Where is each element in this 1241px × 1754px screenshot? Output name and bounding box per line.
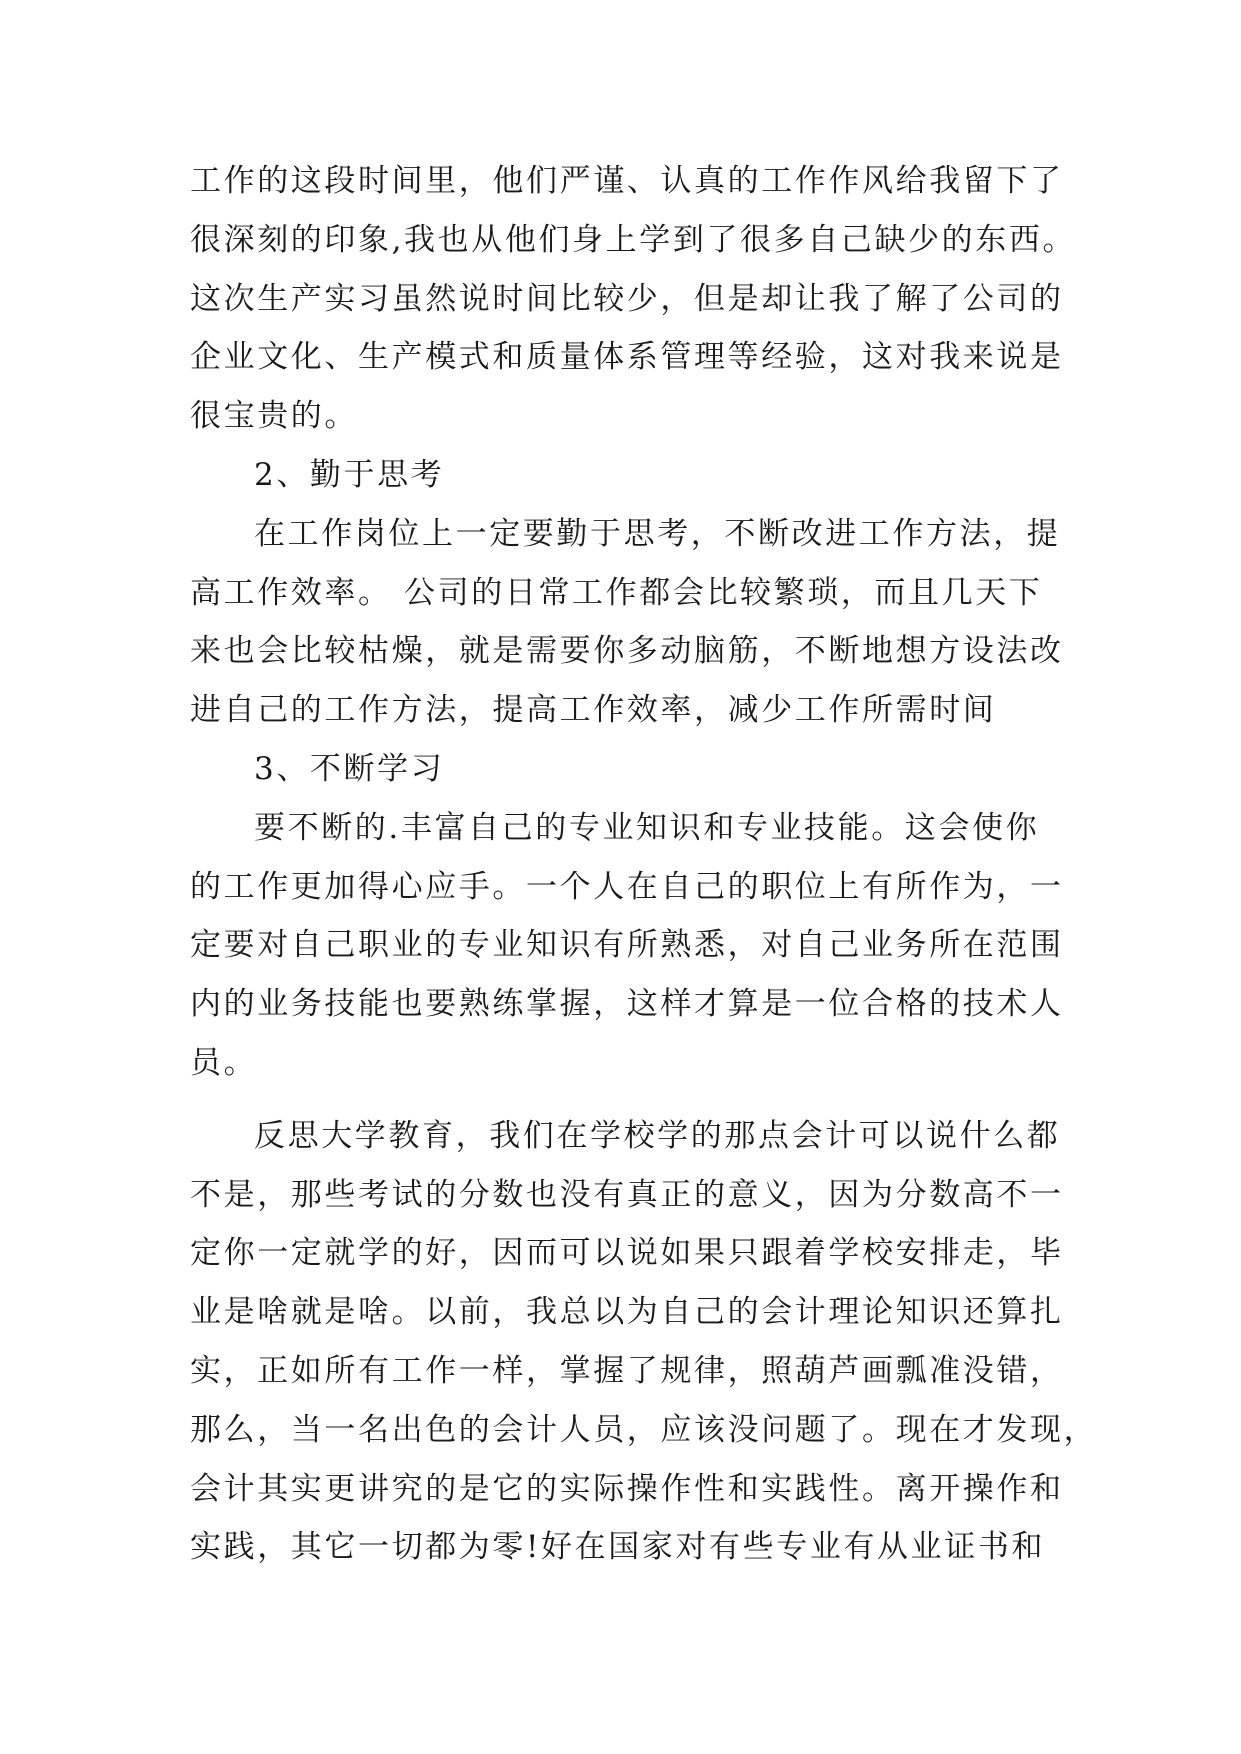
text-line: 定你一定就学的好，因而可以说如果只跟着学校安排走，毕 xyxy=(190,1235,1064,1272)
text-line: 业是啥就是啥。以前，我总以为自己的会计理论知识还算扎 xyxy=(190,1294,1064,1331)
text-line: 定要对自己职业的专业知识有所熟悉，对自己业务所在范围 xyxy=(190,927,1064,964)
text-line: 会计其实更讲究的是它的实际操作性和实践性。离开操作和 xyxy=(190,1470,1064,1507)
text-line: 很深刻的印象,我也从他们身上学到了很多自己缺少的东西。 xyxy=(190,221,1077,258)
text-line: 员。 xyxy=(190,1044,258,1081)
text-line: 内的业务技能也要熟练掌握，这样才算是一位合格的技术人 xyxy=(190,986,1064,1023)
text-line: 那么，当一名出色的会计人员，应该没问题了。现在才发现， xyxy=(190,1411,1098,1448)
text-line: 实践，其它一切都为零!好在国家对有些专业有从业证书和 xyxy=(190,1529,1046,1566)
body-text xyxy=(190,152,1098,1577)
paragraph-gap xyxy=(190,1093,1070,1107)
text-line: 不是，那些考试的分数也没有真正的意义，因为分数高不一 xyxy=(190,1176,1064,1213)
text-line: 实，正如所有工作一样，掌握了规律，照葫芦画瓢准没错， xyxy=(190,1352,1064,1389)
text-line: 这次生产实习虽然说时间比较少，但是却让我了解了公司的 xyxy=(190,280,1064,317)
text-line: 的工作更加得心应手。一个人在自己的职位上有所作为，一 xyxy=(190,868,1064,905)
text-line: 反思大学教育，我们在学校学的那点会计可以说什么都 xyxy=(254,1117,1061,1154)
section-heading: 2、勤于思考 xyxy=(254,456,445,493)
text-line: 在工作岗位上一定要勤于思考，不断改进工作方法，提 xyxy=(254,515,1061,552)
text-line: 很宝贵的。 xyxy=(190,398,358,435)
text-line: 企业文化、生产模式和质量体系管理等经验，这对我来说是 xyxy=(190,339,1064,376)
text-line: 高工作效率。 公司的日常工作都会比较繁琐，而且几天下 xyxy=(190,574,1043,611)
text-line: 进自己的工作方法，提高工作效率，减少工作所需时间 xyxy=(190,692,997,729)
text-line: 工作的这段时间里，他们严谨、认真的工作作风给我留下了 xyxy=(190,163,1064,199)
text-line: 要不断的.丰富自己的专业知识和专业技能。这会使你 xyxy=(254,809,1040,846)
section-heading: 3、不断学习 xyxy=(254,750,445,787)
text-line: 来也会比较枯燥，就是需要你多动脑筋，不断地想方设法改 xyxy=(190,633,1064,670)
